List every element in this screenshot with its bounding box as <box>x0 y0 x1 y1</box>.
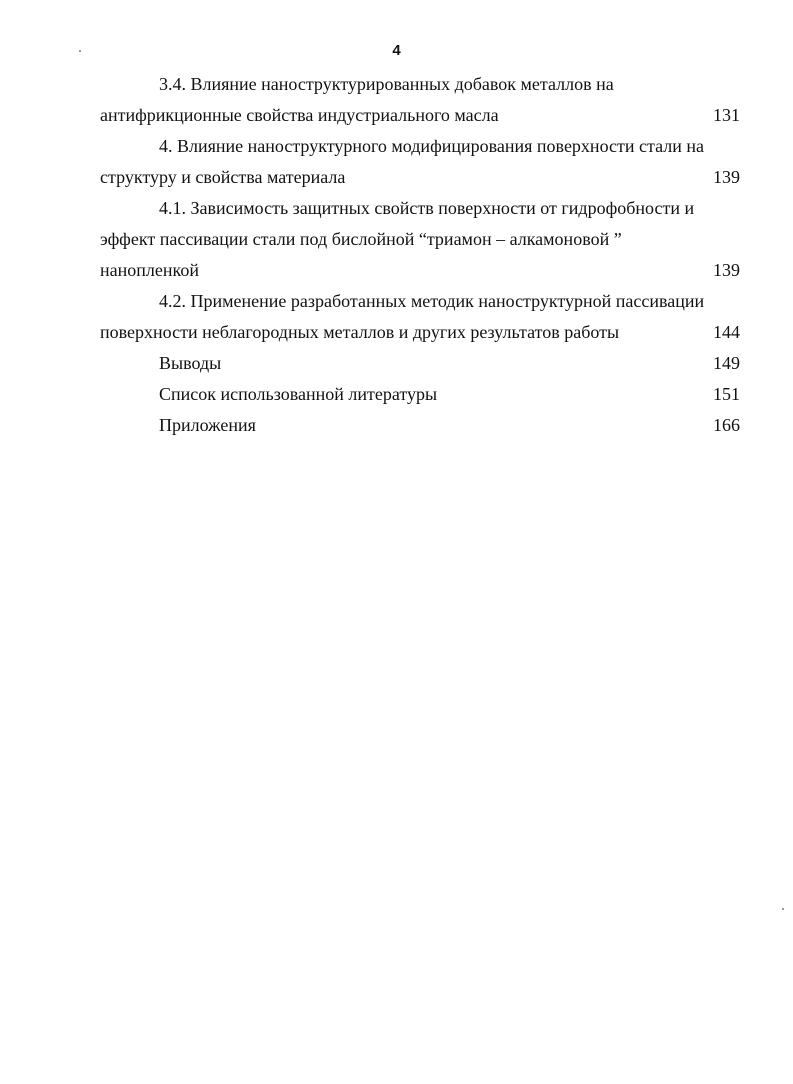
toc-entry-7-page: 166 <box>713 415 740 435</box>
toc-entry-3-line-1: 4.1. Зависимость защитных свойств поверхности от гидрофобности и <box>159 198 695 218</box>
toc-entry-4-line-2: поверхности неблагородных металлов и других результатов работы <box>100 322 620 342</box>
scan-speck <box>782 908 784 910</box>
toc-entry-6-page: 151 <box>713 384 740 404</box>
toc-entry-3-line-3: нанопленкой <box>100 260 199 280</box>
toc-entry-4-line-1: 4.2. Применение разработанных методик наноструктурной пассивации <box>159 291 705 311</box>
scan-speck <box>79 50 81 52</box>
toc-entry-2-page: 139 <box>713 167 740 187</box>
toc-entry-5-line-1: Выводы <box>159 353 222 373</box>
toc-entry-1-line-1: 3.4. Влияние наноструктурированных добавок металлов на <box>159 74 614 94</box>
toc-entry-6-line-1: Список использованной литературы <box>159 384 438 404</box>
toc-entry-3-page: 139 <box>713 260 740 280</box>
toc-entry-2-line-1: 4. Влияние наноструктурного модифицирования поверхности стали на <box>159 136 704 156</box>
page-number: 4 <box>392 42 401 59</box>
toc-entry-2-line-2: структуру и свойства материала <box>100 167 346 187</box>
toc-entry-3-line-2: эффект пассивации стали под бислойной “триамон – алкамоновой ” <box>100 229 622 249</box>
toc-entry-5-page: 149 <box>713 353 740 373</box>
toc-entry-1-page: 131 <box>713 105 740 125</box>
toc-entry-4-page: 144 <box>713 322 740 342</box>
toc-entry-1-line-2: антифрикционные свойства индустриального масла <box>100 105 499 125</box>
toc-entry-7-line-1: Приложения <box>159 415 256 435</box>
